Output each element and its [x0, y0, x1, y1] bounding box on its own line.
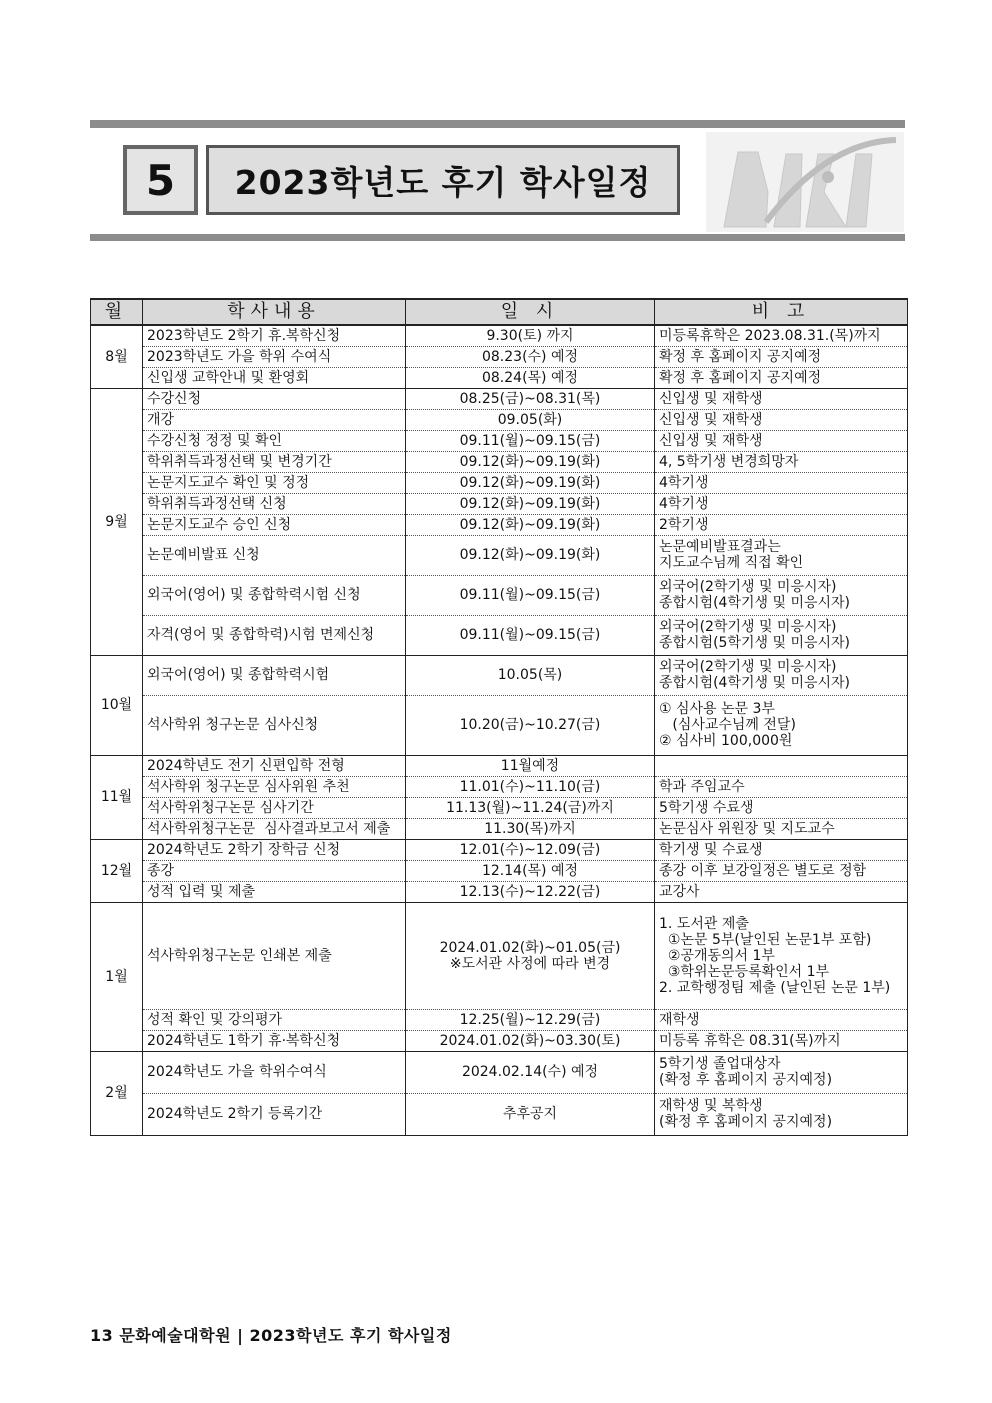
page-footer: 13 문화예술대학원 | 2023학년도 후기 학사일정 — [90, 1326, 452, 1345]
note-cell: 논문심사 위원장 및 지도교수 — [655, 818, 908, 839]
table-row — [91, 493, 908, 514]
content-cell: 2023학년도 가을 학위 수여식 — [143, 346, 406, 367]
note-cell: 재학생 — [655, 1009, 908, 1030]
note-cell: 5학기생 수료생 — [655, 797, 908, 818]
content-cell: 수강신청 — [143, 388, 406, 409]
date-cell: 08.25(금)~08.31(목) — [406, 388, 655, 409]
note-cell: 외국어(2학기생 및 미응시자) 종합시험(4학기생 및 미응시자) — [655, 655, 908, 695]
date-cell: 09.11(월)~09.15(금) — [406, 615, 655, 655]
date-cell: 09.05(화) — [406, 409, 655, 430]
table-header-row — [91, 299, 908, 325]
date-cell: 09.12(화)~09.19(화) — [406, 514, 655, 535]
table-row — [91, 1009, 908, 1030]
content-cell: 학위취득과정선택 신청 — [143, 493, 406, 514]
header-top-band — [90, 120, 905, 128]
month-cell: 11월 — [91, 755, 143, 839]
content-cell: 개강 — [143, 409, 406, 430]
content-cell: 석사학위 청구논문 심사신청 — [143, 695, 406, 755]
note-cell: 4, 5학기생 변경희망자 — [655, 451, 908, 472]
note-cell: 5학기생 졸업대상자 (확정 후 홈페이지 공지예정) — [655, 1051, 908, 1093]
table-row — [91, 451, 908, 472]
date-cell: 09.11(월)~09.15(금) — [406, 430, 655, 451]
note-cell: 확정 후 홈페이지 공지예정 — [655, 346, 908, 367]
table-row — [91, 514, 908, 535]
date-cell: 08.24(목) 예정 — [406, 367, 655, 388]
content-cell: 성적 입력 및 제출 — [143, 881, 406, 902]
section-number: 5 — [123, 145, 198, 215]
content-cell: 학위취득과정선택 및 변경기간 — [143, 451, 406, 472]
header-month: 월 — [91, 299, 143, 325]
content-cell: 석사학위청구논문 인쇄본 제출 — [143, 902, 406, 1009]
content-cell: 외국어(영어) 및 종합학력시험 — [143, 655, 406, 695]
date-cell: 09.11(월)~09.15(금) — [406, 575, 655, 615]
date-cell: 11.01(수)~11.10(금) — [406, 776, 655, 797]
table-row — [91, 776, 908, 797]
content-cell: 석사학위청구논문 심사기간 — [143, 797, 406, 818]
table-row — [91, 615, 908, 655]
content-cell: 2024학년도 1학기 휴·복학신청 — [143, 1030, 406, 1051]
table-row — [91, 388, 908, 409]
logo-watermark-icon — [706, 132, 904, 232]
table-row — [91, 655, 908, 695]
content-cell: 외국어(영어) 및 종합학력시험 신청 — [143, 575, 406, 615]
content-cell: 성적 확인 및 강의평가 — [143, 1009, 406, 1030]
table-row — [91, 430, 908, 451]
date-cell: 10.05(목) — [406, 655, 655, 695]
schedule-table — [90, 298, 908, 1136]
table-row — [91, 472, 908, 493]
content-cell: 2024학년도 2학기 장학금 신청 — [143, 839, 406, 860]
content-cell: 논문지도교수 승인 신청 — [143, 514, 406, 535]
note-cell: 1. 도서관 제출 ①논문 5부(날인된 논문1부 포함) ②공개동의서 1부 ③학위논문등록확인서 1부 2. 교학행정팀 제출 (날인된 논문 1부) — [655, 902, 908, 1009]
note-cell: 확정 후 홈페이지 공지예정 — [655, 367, 908, 388]
note-cell: 교강사 — [655, 881, 908, 902]
content-cell: 2024학년도 2학기 등록기간 — [143, 1093, 406, 1135]
date-cell: 09.12(화)~09.19(화) — [406, 493, 655, 514]
month-cell: 1월 — [91, 902, 143, 1051]
date-cell: 09.12(화)~09.19(화) — [406, 472, 655, 493]
table-row — [91, 325, 908, 346]
month-cell: 2월 — [91, 1051, 143, 1135]
date-cell: 11월예정 — [406, 755, 655, 776]
note-cell: 재학생 및 복학생 (확정 후 홈페이지 공지예정) — [655, 1093, 908, 1135]
date-cell: 11.30(목)까지 — [406, 818, 655, 839]
table-row — [91, 346, 908, 367]
table-row — [91, 409, 908, 430]
table-row — [91, 1030, 908, 1051]
note-cell: 신입생 및 재학생 — [655, 388, 908, 409]
content-cell: 석사학위청구논문 심사결과보고서 제출 — [143, 818, 406, 839]
note-cell: 종강 이후 보강일정은 별도로 정함 — [655, 860, 908, 881]
note-cell: 외국어(2학기생 및 미응시자) 종합시험(4학기생 및 미응시자) — [655, 575, 908, 615]
table-row — [91, 818, 908, 839]
date-cell: 09.12(화)~09.19(화) — [406, 535, 655, 575]
note-cell: 논문예비발표결과는 지도교수님께 직접 확인 — [655, 535, 908, 575]
table-row — [91, 755, 908, 776]
date-cell: 12.25(월)~12.29(금) — [406, 1009, 655, 1030]
date-cell: 08.23(수) 예정 — [406, 346, 655, 367]
month-cell: 10월 — [91, 655, 143, 755]
note-cell: 신입생 및 재학생 — [655, 409, 908, 430]
table-row — [91, 575, 908, 615]
header-bottom-band — [90, 234, 905, 241]
month-cell: 9월 — [91, 388, 143, 655]
table-row — [91, 839, 908, 860]
table-row — [91, 797, 908, 818]
content-cell: 종강 — [143, 860, 406, 881]
page-title: 2023학년도 후기 학사일정 — [206, 145, 680, 215]
date-cell: 12.14(목) 예정 — [406, 860, 655, 881]
date-cell: 10.20(금)~10.27(금) — [406, 695, 655, 755]
date-cell: 9.30(토) 까지 — [406, 325, 655, 346]
table-row — [91, 860, 908, 881]
content-cell: 자격(영어 및 종합학력)시험 면제신청 — [143, 615, 406, 655]
table-row — [91, 1051, 908, 1093]
content-cell: 논문지도교수 확인 및 정정 — [143, 472, 406, 493]
date-cell: 12.01(수)~12.09(금) — [406, 839, 655, 860]
note-cell: ① 심사용 논문 3부 (심사교수님께 전달) ② 심사비 100,000원 — [655, 695, 908, 755]
note-cell: 4학기생 — [655, 472, 908, 493]
note-cell: 4학기생 — [655, 493, 908, 514]
table-row — [91, 881, 908, 902]
content-cell: 수강신청 정정 및 확인 — [143, 430, 406, 451]
note-cell: 학과 주임교수 — [655, 776, 908, 797]
date-cell: 2024.01.02(화)~01.05(금) ※도서관 사정에 따라 변경 — [406, 902, 655, 1009]
date-cell: 12.13(수)~12.22(금) — [406, 881, 655, 902]
date-cell: 2024.02.14(수) 예정 — [406, 1051, 655, 1093]
content-cell: 논문예비발표 신청 — [143, 535, 406, 575]
header-date: 일 시 — [406, 299, 655, 325]
table-row — [91, 695, 908, 755]
note-cell: 외국어(2학기생 및 미응시자) 종합시험(5학기생 및 미응시자) — [655, 615, 908, 655]
table-row — [91, 1093, 908, 1135]
note-cell — [655, 755, 908, 776]
table-row — [91, 535, 908, 575]
table-row — [91, 902, 908, 1009]
header-note: 비 고 — [655, 299, 908, 325]
content-cell: 신입생 교학안내 및 환영회 — [143, 367, 406, 388]
note-cell: 미등록휴학은 2023.08.31.(목)까지 — [655, 325, 908, 346]
content-cell: 2024학년도 가을 학위수여식 — [143, 1051, 406, 1093]
date-cell: 09.12(화)~09.19(화) — [406, 451, 655, 472]
content-cell: 2024학년도 전기 신편입학 전형 — [143, 755, 406, 776]
content-cell: 2023학년도 2학기 휴.복학신청 — [143, 325, 406, 346]
date-cell: 11.13(월)~11.24(금)까지 — [406, 797, 655, 818]
note-cell: 미등록 휴학은 08.31(목)까지 — [655, 1030, 908, 1051]
month-cell: 8월 — [91, 325, 143, 388]
table-row — [91, 367, 908, 388]
note-cell: 2학기생 — [655, 514, 908, 535]
date-cell: 추후공지 — [406, 1093, 655, 1135]
month-cell: 12월 — [91, 839, 143, 902]
content-cell: 석사학위 청구논문 심사위원 추천 — [143, 776, 406, 797]
date-cell: 2024.01.02(화)~03.30(토) — [406, 1030, 655, 1051]
header-content: 학사내용 — [143, 299, 406, 325]
note-cell: 학기생 및 수료생 — [655, 839, 908, 860]
note-cell: 신입생 및 재학생 — [655, 430, 908, 451]
